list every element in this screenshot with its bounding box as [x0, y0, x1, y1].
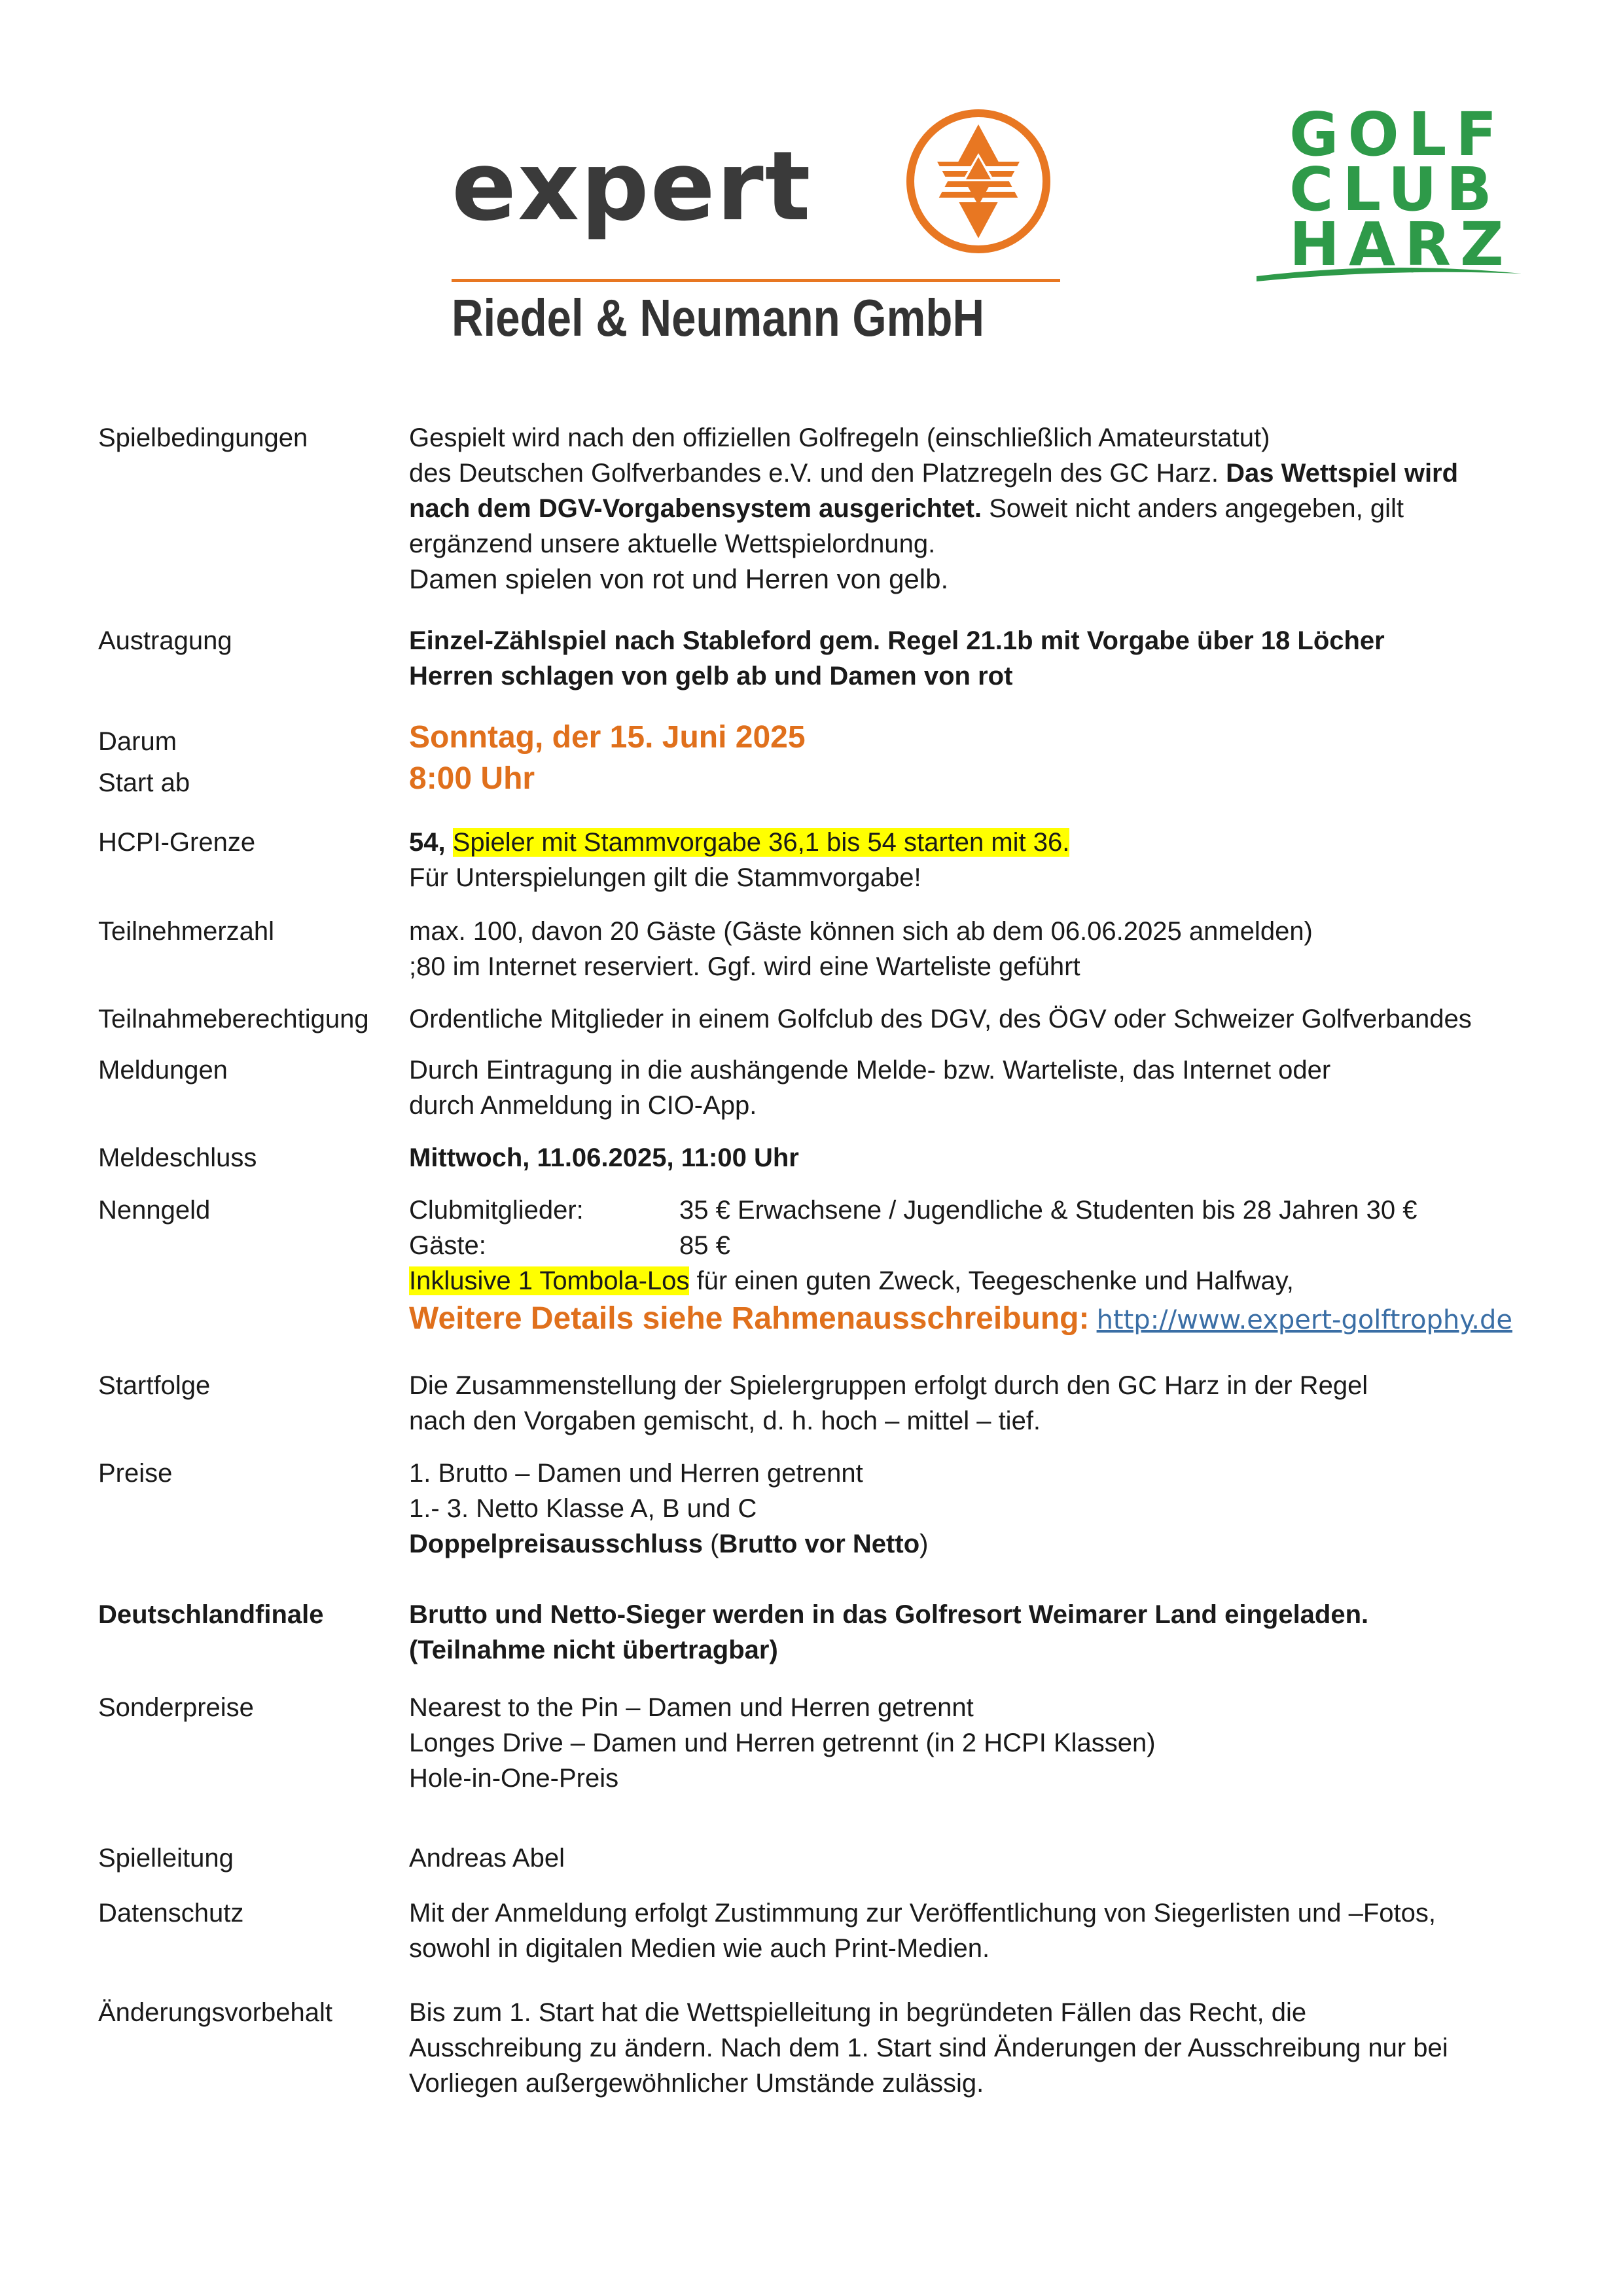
value-teilnahmeberechtigung: [409, 1001, 1623, 1037]
text-line: max. 100, davon 20 Gäste (Gäste können sich ab dem 06.06.2025 anmelden): [409, 917, 1313, 946]
golftrophy-link[interactable]: http://www.expert-golftrophy.de: [1096, 1305, 1512, 1335]
value-meldeschluss: Mittwoch, 11.06.2025, 11:00 Uhr: [409, 1143, 799, 1172]
value-hcpi: [409, 825, 1623, 895]
label-teilnehmerzahl: Teilnehmerzahl: [98, 917, 275, 946]
text-bold: Brutto vor Netto: [719, 1530, 920, 1558]
golf-logo-line-1: GOLF: [1289, 99, 1507, 170]
value-spielbedingungen: [409, 420, 1623, 597]
golf-logo-line-2: CLUB: [1289, 154, 1501, 224]
text-bold: nach dem DGV-Vorgabensystem ausgerichtet.: [409, 494, 982, 523]
label-meldeschluss: Meldeschluss: [98, 1143, 257, 1172]
text-span: Clubmitglieder:: [409, 1196, 584, 1225]
value-preise: [409, 1456, 1623, 1562]
text-bold: 54,: [409, 828, 446, 857]
label-deutschlandfinale: Deutschlandfinale: [98, 1600, 324, 1629]
label-teilnahmeberechtigung: Teilnahmeberechtigung: [98, 1005, 369, 1033]
text-line: [409, 491, 1623, 526]
text-line: Mit der Anmeldung erfolgt Zustimmung zur Veröffentlichung von Siegerlisten und –Fotos,: [409, 1899, 1436, 1928]
value-teilnehmerzahl: [409, 914, 1623, 984]
text-orange: Weitere Details siehe Rahmenausschreibung:: [409, 1301, 1090, 1336]
value-nenngeld: [409, 1193, 1623, 1340]
label-preise: Preise: [98, 1459, 173, 1488]
text-span: 35 € Erwachsene / Jugendliche & Studenten bis 28 Jahren 30 €: [679, 1196, 1418, 1225]
text-line: 1. Brutto – Damen und Herren getrennt: [409, 1459, 863, 1488]
text-line: [409, 1299, 1623, 1340]
value-austragung: [409, 623, 1623, 694]
text-line: [409, 1193, 1623, 1228]
text-line: Herren schlagen von gelb ab und Damen von rot: [409, 662, 1013, 691]
value-datenschutz: [409, 1895, 1623, 1966]
text-line: Die Zusammenstellung der Spielergruppen erfolgt durch den GC Harz in der Regel: [409, 1371, 1368, 1400]
text-line: [409, 456, 1623, 491]
label-austragung: Austragung: [98, 626, 232, 655]
expert-brand-text: expert: [452, 131, 812, 242]
label-start: Start ab: [98, 768, 190, 797]
text-line: [409, 1526, 1623, 1562]
label-hcpi: HCPI-Grenze: [98, 828, 256, 857]
text-span: 85 €: [679, 1231, 730, 1260]
text-line: Bis zum 1. Start hat die Wettspielleitung in begründeten Fällen das Recht, die: [409, 1998, 1307, 2027]
text-line: 1.- 3. Netto Klasse A, B und C: [409, 1494, 757, 1523]
text-span: Soweit nicht anders angegeben, gilt: [982, 494, 1404, 523]
text-bold: Doppelpreisausschluss: [409, 1530, 704, 1558]
text-line: Durch Eintragung in die aushängende Melde- bzw. Warteliste, das Internet oder: [409, 1056, 1331, 1085]
label-sonderpreise: Sonderpreise: [98, 1693, 254, 1722]
expert-divider-line: [452, 279, 1060, 282]
expert-company-name: Riedel & Neumann GmbH: [452, 289, 984, 347]
highlighted-text: Inklusive 1 Tombola-Los: [409, 1266, 690, 1295]
text-span: ): [919, 1530, 929, 1558]
text-line: [409, 1263, 1623, 1299]
text-line: Gespielt wird nach den offiziellen Golfregeln (einschließlich Amateurstatut): [409, 423, 1270, 452]
expert-logo: [452, 98, 1080, 347]
text-line: Hole-in-One-Preis: [409, 1764, 619, 1793]
text-span: (: [703, 1530, 719, 1558]
label-nenngeld: Nenngeld: [98, 1196, 211, 1225]
text-line: nach den Vorgaben gemischt, d. h. hoch – mittel – tief.: [409, 1407, 1041, 1435]
text-line: Ordentliche Mitglieder in einem Golfclub des DGV, des ÖGV oder Schweizer Golfverbandes: [409, 1005, 1472, 1033]
value-deutschlandfinale: [409, 1597, 1623, 1668]
value-aenderungsvorbehalt: [409, 1995, 1623, 2101]
value-start-time: 8:00 Uhr: [409, 761, 535, 796]
text-span: des Deutschen Golfverbandes e.V. und den Platzregeln des GC Harz.: [409, 459, 1219, 488]
label-darum: Darum: [98, 727, 177, 756]
text-line: durch Anmeldung in CIO-App.: [409, 1091, 757, 1120]
label-aenderungsvorbehalt: Änderungsvorbehalt: [98, 1998, 333, 2027]
label-meldungen: Meldungen: [98, 1056, 228, 1085]
text-line: (Teilnahme nicht übertragbar): [409, 1636, 778, 1664]
text-bold: Das Wettspiel wird: [1226, 459, 1459, 488]
text-line: [409, 825, 1623, 860]
highlighted-text: Spieler mit Stammvorgabe 36,1 bis 54 starten mit 36.: [452, 828, 1070, 857]
golf-logo-line-3: HARZ: [1289, 209, 1513, 279]
text-line: Longes Drive – Damen und Herren getrennt (in 2 HCPI Klassen): [409, 1729, 1156, 1757]
text-line: Nearest to the Pin – Damen und Herren getrennt: [409, 1693, 974, 1722]
text-line: ;80 im Internet reserviert. Ggf. wird eine Warteliste geführt: [409, 952, 1080, 981]
text-line: sowohl in digitalen Medien wie auch Print-Medien.: [409, 1934, 990, 1963]
golf-swoosh-icon: [1257, 99, 1525, 288]
value-startfolge: [409, 1368, 1623, 1439]
text-line: ergänzend unsere aktuelle Wettspielordnung.: [409, 529, 936, 558]
label-startfolge: Startfolge: [98, 1371, 211, 1400]
label-spielleitung: Spielleitung: [98, 1844, 234, 1873]
text-line: Ausschreibung zu ändern. Nach dem 1. Start sind Änderungen der Ausschreibung nur bei: [409, 2034, 1448, 2062]
value-date: Sonntag, der 15. Juni 2025: [409, 720, 806, 755]
text-line: [409, 1228, 1623, 1263]
text-span: Gäste:: [409, 1231, 486, 1260]
text-line: Damen spielen von rot und Herren von gelb.: [409, 564, 949, 594]
label-datenschutz: Datenschutz: [98, 1899, 244, 1928]
text-line: Vorliegen außergewöhnlicher Umstände zulässig.: [409, 2069, 984, 2098]
text-line: Einzel-Zählspiel nach Stableford gem. Regel 21.1b mit Vorgabe über 18 Löcher: [409, 626, 1385, 655]
value-meldungen: [409, 1052, 1623, 1123]
text-span: für einen guten Zweck, Teegeschenke und Halfway,: [689, 1266, 1294, 1295]
text-line: Brutto und Netto-Sieger werden in das Golfresort Weimarer Land eingeladen.: [409, 1600, 1369, 1629]
golf-club-harz-logo: [1257, 99, 1525, 288]
value-spielleitung: Andreas Abel: [409, 1844, 565, 1873]
expert-star-emblem-icon: [903, 106, 1054, 257]
label-spielbedingungen: Spielbedingungen: [98, 423, 308, 452]
text-line: Für Unterspielungen gilt die Stammvorgabe!: [409, 863, 921, 892]
value-sonderpreise: [409, 1690, 1623, 1796]
